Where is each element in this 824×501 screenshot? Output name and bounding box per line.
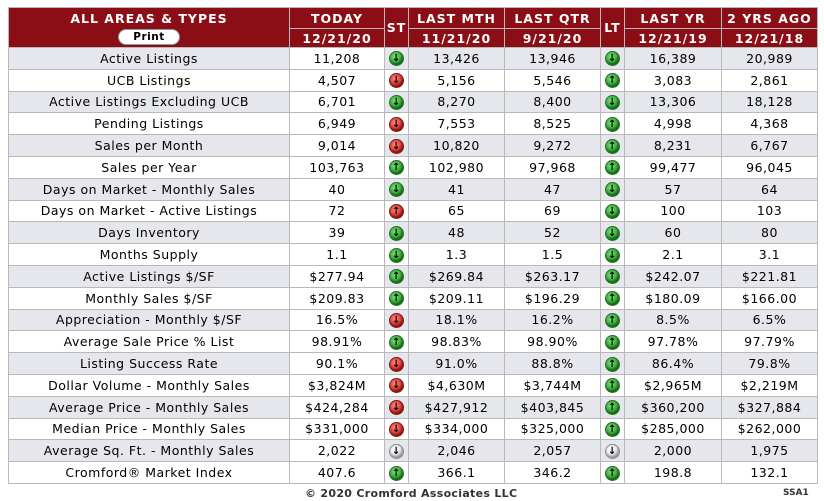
value-today: 4,507 [290, 69, 385, 91]
table-row [9, 462, 818, 484]
value-last-mth: 98.83% [409, 331, 505, 353]
value-two-yrs: 2,861 [722, 69, 818, 91]
arrow-down-icon: ↓ [605, 444, 620, 459]
value-two-yrs: 103 [722, 200, 818, 222]
row-label: Listing Success Rate [9, 353, 290, 375]
value-today: 72 [290, 200, 385, 222]
value-today: 90.1% [290, 353, 385, 375]
col-header-last-yr: LAST YR [625, 8, 722, 29]
table-row [9, 156, 818, 178]
arrow-up-icon: ↑ [389, 466, 404, 481]
row-label: Active Listings $/SF [9, 265, 290, 287]
row-label: Average Sq. Ft. - Monthly Sales [9, 440, 290, 462]
value-two-yrs: 79.8% [722, 353, 818, 375]
value-two-yrs: 18,128 [722, 91, 818, 113]
st-indicator-cell [385, 418, 409, 440]
lt-indicator-cell [601, 156, 625, 178]
value-today: 2,022 [290, 440, 385, 462]
value-today: $209.83 [290, 287, 385, 309]
st-indicator-cell [385, 200, 409, 222]
row-label: Sales per Month [9, 135, 290, 157]
arrow-down-icon: ↓ [605, 226, 620, 241]
value-last-qtr: 8,400 [505, 91, 601, 113]
value-two-yrs: 132.1 [722, 462, 818, 484]
lt-indicator-cell [601, 440, 625, 462]
table-row [9, 69, 818, 91]
value-today: 6,949 [290, 113, 385, 135]
col-date-last-mth: 11/21/20 [409, 29, 505, 48]
value-two-yrs: $327,884 [722, 396, 818, 418]
row-label: Dollar Volume - Monthly Sales [9, 374, 290, 396]
value-today: $331,000 [290, 418, 385, 440]
value-last-mth: 13,426 [409, 48, 505, 70]
st-indicator-cell [385, 113, 409, 135]
print-button[interactable]: Print [118, 29, 179, 45]
row-label: Average Price - Monthly Sales [9, 396, 290, 418]
footer [0, 485, 824, 501]
lt-indicator-cell [601, 113, 625, 135]
value-last-yr: 8.5% [625, 309, 722, 331]
value-last-yr: $285,000 [625, 418, 722, 440]
arrow-down-icon: ↓ [389, 313, 404, 328]
value-today: $424,284 [290, 396, 385, 418]
arrow-down-icon: ↓ [389, 73, 404, 88]
value-last-qtr: 97,968 [505, 156, 601, 178]
value-last-mth: 5,156 [409, 69, 505, 91]
table-row [9, 135, 818, 157]
lt-indicator-cell [601, 135, 625, 157]
value-last-yr: 97.78% [625, 331, 722, 353]
table-row [9, 309, 818, 331]
value-last-qtr: $263.17 [505, 265, 601, 287]
col-header-lt: LT [601, 8, 625, 48]
value-last-qtr: 9,272 [505, 135, 601, 157]
st-indicator-cell [385, 396, 409, 418]
table-row [9, 418, 818, 440]
table-row [9, 244, 818, 266]
row-label: Cromford® Market Index [9, 462, 290, 484]
value-last-yr: 198.8 [625, 462, 722, 484]
value-today: 11,208 [290, 48, 385, 70]
st-indicator-cell [385, 374, 409, 396]
arrow-down-icon: ↓ [389, 422, 404, 437]
value-last-mth: 10,820 [409, 135, 505, 157]
lt-indicator-cell [601, 418, 625, 440]
value-last-mth: $269.84 [409, 265, 505, 287]
st-indicator-cell [385, 178, 409, 200]
st-indicator-cell [385, 135, 409, 157]
table-row [9, 178, 818, 200]
value-last-mth: 41 [409, 178, 505, 200]
arrow-up-icon: ↑ [605, 378, 620, 393]
st-indicator-cell [385, 156, 409, 178]
row-label: Days on Market - Active Listings [9, 200, 290, 222]
arrow-down-icon: ↓ [605, 204, 620, 219]
row-label: Average Sale Price % List [9, 331, 290, 353]
arrow-up-icon: ↑ [389, 160, 404, 175]
value-last-yr: $2,965M [625, 374, 722, 396]
value-last-mth: 1.3 [409, 244, 505, 266]
arrow-up-icon: ↑ [605, 73, 620, 88]
lt-indicator-cell [601, 200, 625, 222]
value-two-yrs: 3.1 [722, 244, 818, 266]
lt-indicator-cell [601, 331, 625, 353]
value-today: 16.5% [290, 309, 385, 331]
arrow-down-icon: ↓ [605, 182, 620, 197]
table-row [9, 287, 818, 309]
arrow-down-icon: ↓ [389, 51, 404, 66]
lt-indicator-cell [601, 244, 625, 266]
st-indicator-cell [385, 462, 409, 484]
row-label: UCB Listings [9, 69, 290, 91]
value-today: 1.1 [290, 244, 385, 266]
value-two-yrs: 64 [722, 178, 818, 200]
table-title: ALL AREAS & TYPES [70, 11, 228, 26]
table-row [9, 113, 818, 135]
arrow-down-icon: ↓ [389, 182, 404, 197]
arrow-down-icon: ↓ [605, 95, 620, 110]
value-last-qtr: 1.5 [505, 244, 601, 266]
value-two-yrs: 1,975 [722, 440, 818, 462]
value-last-yr: 13,306 [625, 91, 722, 113]
st-indicator-cell [385, 69, 409, 91]
value-last-qtr: $325,000 [505, 418, 601, 440]
arrow-up-icon: ↑ [605, 466, 620, 481]
arrow-down-icon: ↓ [605, 248, 620, 263]
value-two-yrs: $262,000 [722, 418, 818, 440]
value-last-yr: 8,231 [625, 135, 722, 157]
st-indicator-cell [385, 309, 409, 331]
col-date-last-yr: 12/21/19 [625, 29, 722, 48]
value-today: 407.6 [290, 462, 385, 484]
value-last-qtr: 2,057 [505, 440, 601, 462]
value-two-yrs: 6,767 [722, 135, 818, 157]
value-last-mth: 2,046 [409, 440, 505, 462]
value-two-yrs: 6.5% [722, 309, 818, 331]
value-last-mth: 48 [409, 222, 505, 244]
row-label: Months Supply [9, 244, 290, 266]
arrow-down-icon: ↓ [389, 117, 404, 132]
value-last-yr: $180.09 [625, 287, 722, 309]
table-title-cell [9, 8, 290, 48]
table-row [9, 265, 818, 287]
col-header-2yrs: 2 YRS AGO [722, 8, 818, 29]
lt-indicator-cell [601, 178, 625, 200]
row-label: Days Inventory [9, 222, 290, 244]
arrow-up-icon: ↑ [389, 204, 404, 219]
arrow-up-icon: ↑ [605, 313, 620, 328]
value-last-yr: 100 [625, 200, 722, 222]
arrow-up-icon: ↑ [605, 291, 620, 306]
arrow-up-icon: ↑ [389, 291, 404, 306]
lt-indicator-cell [601, 309, 625, 331]
row-label: Active Listings [9, 48, 290, 70]
arrow-down-icon: ↓ [389, 400, 404, 415]
copyright-text: © 2020 Cromford Associates LLC [305, 487, 518, 500]
row-label: Pending Listings [9, 113, 290, 135]
table-row [9, 440, 818, 462]
arrow-down-icon: ↓ [605, 51, 620, 66]
arrow-up-icon: ↑ [389, 335, 404, 350]
value-two-yrs: 96,045 [722, 156, 818, 178]
table-row [9, 374, 818, 396]
value-last-qtr: 47 [505, 178, 601, 200]
arrow-down-icon: ↓ [389, 139, 404, 154]
lt-indicator-cell [601, 222, 625, 244]
value-last-yr: 2.1 [625, 244, 722, 266]
value-two-yrs: $166.00 [722, 287, 818, 309]
row-label: Median Price - Monthly Sales [9, 418, 290, 440]
lt-indicator-cell [601, 396, 625, 418]
value-last-yr: 99,477 [625, 156, 722, 178]
col-date-last-qtr: 9/21/20 [505, 29, 601, 48]
col-header-st: ST [385, 8, 409, 48]
arrow-down-icon: ↓ [389, 226, 404, 241]
lt-indicator-cell [601, 265, 625, 287]
value-last-mth: $4,630M [409, 374, 505, 396]
value-last-yr: $242.07 [625, 265, 722, 287]
value-today: 6,701 [290, 91, 385, 113]
value-last-mth: $427,912 [409, 396, 505, 418]
value-two-yrs: 20,989 [722, 48, 818, 70]
value-two-yrs: 80 [722, 222, 818, 244]
col-date-today: 12/21/20 [290, 29, 385, 48]
table-body [9, 48, 818, 484]
arrow-up-icon: ↑ [389, 269, 404, 284]
value-two-yrs: $221.81 [722, 265, 818, 287]
value-last-qtr: 98.90% [505, 331, 601, 353]
value-last-qtr: 88.8% [505, 353, 601, 375]
arrow-down-icon: ↓ [389, 95, 404, 110]
table-row [9, 222, 818, 244]
value-last-yr: 57 [625, 178, 722, 200]
value-today: $3,824M [290, 374, 385, 396]
value-two-yrs: 97.79% [722, 331, 818, 353]
arrow-up-icon: ↑ [605, 160, 620, 175]
arrow-up-icon: ↑ [605, 139, 620, 154]
value-last-mth: 65 [409, 200, 505, 222]
value-today: 40 [290, 178, 385, 200]
value-last-mth: 8,270 [409, 91, 505, 113]
value-last-mth: $209.11 [409, 287, 505, 309]
value-last-yr: 60 [625, 222, 722, 244]
col-header-last-mth: LAST MTH [409, 8, 505, 29]
st-indicator-cell [385, 440, 409, 462]
arrow-up-icon: ↑ [605, 269, 620, 284]
table-row [9, 353, 818, 375]
value-last-yr: 86.4% [625, 353, 722, 375]
value-last-yr: 3,083 [625, 69, 722, 91]
table-row [9, 396, 818, 418]
value-last-mth: 18.1% [409, 309, 505, 331]
arrow-up-icon: ↑ [605, 357, 620, 372]
value-two-yrs: $2,219M [722, 374, 818, 396]
lt-indicator-cell [601, 91, 625, 113]
value-last-mth: $334,000 [409, 418, 505, 440]
col-date-2yrs: 12/21/18 [722, 29, 818, 48]
value-today: 39 [290, 222, 385, 244]
lt-indicator-cell [601, 462, 625, 484]
value-last-qtr: 5,546 [505, 69, 601, 91]
st-indicator-cell [385, 265, 409, 287]
arrow-down-icon: ↓ [389, 248, 404, 263]
col-header-last-qtr: LAST QTR [505, 8, 601, 29]
arrow-up-icon: ↑ [605, 117, 620, 132]
value-today: 9,014 [290, 135, 385, 157]
value-last-mth: 7,553 [409, 113, 505, 135]
report-code: SSA1 [783, 488, 809, 498]
arrow-down-icon: ↓ [389, 444, 404, 459]
st-indicator-cell [385, 244, 409, 266]
value-last-qtr: 52 [505, 222, 601, 244]
row-label: Appreciation - Monthly $/SF [9, 309, 290, 331]
value-last-yr: 2,000 [625, 440, 722, 462]
value-two-yrs: 4,368 [722, 113, 818, 135]
table-row [9, 48, 818, 70]
lt-indicator-cell [601, 287, 625, 309]
value-last-qtr: $3,744M [505, 374, 601, 396]
value-last-qtr: $196.29 [505, 287, 601, 309]
table-row [9, 331, 818, 353]
market-stats-panel [8, 7, 817, 484]
value-today: 98.91% [290, 331, 385, 353]
row-label: Active Listings Excluding UCB [9, 91, 290, 113]
lt-indicator-cell [601, 353, 625, 375]
st-indicator-cell [385, 48, 409, 70]
value-last-qtr: 13,946 [505, 48, 601, 70]
value-today: $277.94 [290, 265, 385, 287]
value-last-qtr: 8,525 [505, 113, 601, 135]
st-indicator-cell [385, 353, 409, 375]
value-last-yr: $360,200 [625, 396, 722, 418]
table-row [9, 200, 818, 222]
arrow-down-icon: ↓ [389, 357, 404, 372]
market-stats-table [8, 7, 818, 484]
value-last-yr: 4,998 [625, 113, 722, 135]
value-last-mth: 102,980 [409, 156, 505, 178]
lt-indicator-cell [601, 48, 625, 70]
st-indicator-cell [385, 331, 409, 353]
arrow-up-icon: ↑ [605, 400, 620, 415]
col-header-today: TODAY [290, 8, 385, 29]
arrow-down-icon: ↓ [389, 378, 404, 393]
row-label: Monthly Sales $/SF [9, 287, 290, 309]
value-today: 103,763 [290, 156, 385, 178]
value-last-qtr: 346.2 [505, 462, 601, 484]
value-last-qtr: 16.2% [505, 309, 601, 331]
value-last-qtr: 69 [505, 200, 601, 222]
row-label: Days on Market - Monthly Sales [9, 178, 290, 200]
arrow-up-icon: ↑ [605, 422, 620, 437]
lt-indicator-cell [601, 374, 625, 396]
header-row-top [9, 8, 818, 29]
lt-indicator-cell [601, 69, 625, 91]
arrow-up-icon: ↑ [605, 335, 620, 350]
value-last-mth: 366.1 [409, 462, 505, 484]
st-indicator-cell [385, 287, 409, 309]
value-last-yr: 16,389 [625, 48, 722, 70]
value-last-mth: 91.0% [409, 353, 505, 375]
table-row [9, 91, 818, 113]
st-indicator-cell [385, 222, 409, 244]
st-indicator-cell [385, 91, 409, 113]
row-label: Sales per Year [9, 156, 290, 178]
value-last-qtr: $403,845 [505, 396, 601, 418]
